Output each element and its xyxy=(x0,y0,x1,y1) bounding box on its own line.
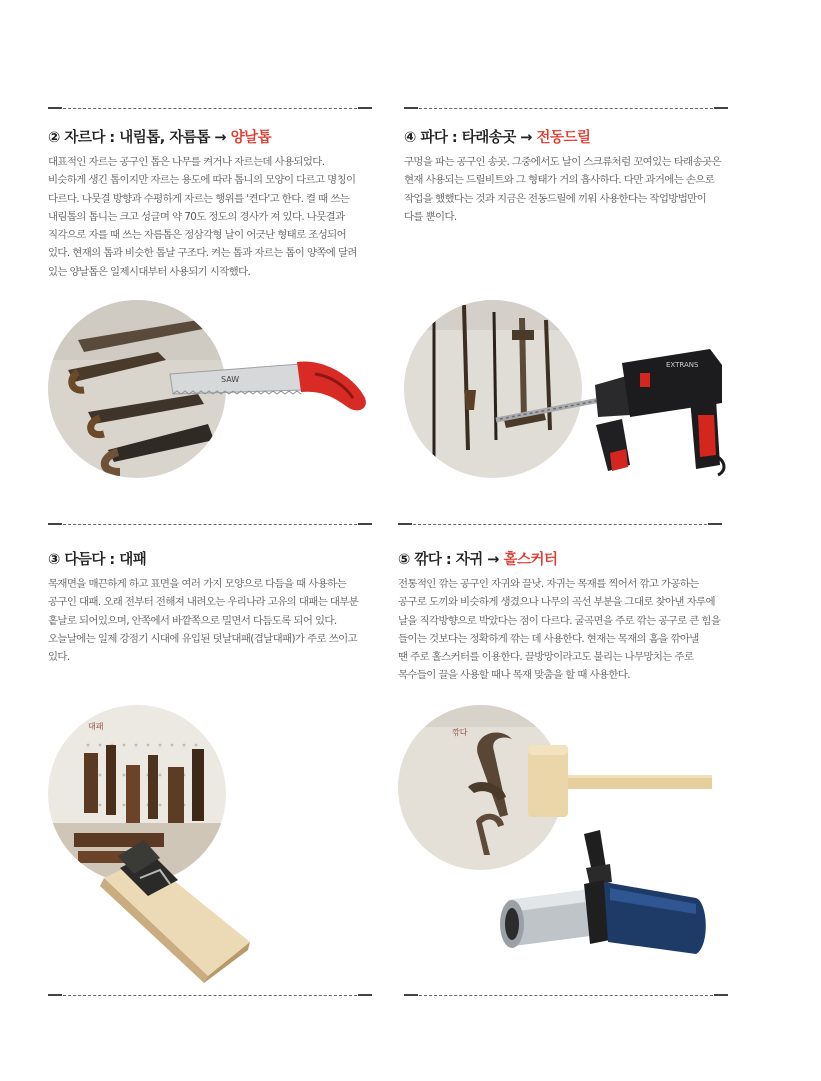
wooden-mallet-image xyxy=(528,743,713,819)
section-heading xyxy=(48,548,378,569)
section-body xyxy=(404,153,734,226)
plane-sign-label: 대패 xyxy=(88,722,104,731)
section-trim xyxy=(48,548,378,666)
body-line: 오늘날에는 일제 강점기 시대에 유입된 덧날대패(겹날대패)가 주로 쓰이고 xyxy=(48,632,357,645)
body-line: 있다. 현재의 톱과 비슷한 톱날 구조다. 켜는 톱과 자르는 톱이 양쪽에 달려 xyxy=(48,247,357,260)
body-line: 대표적인 자르는 공구인 톱은 나무를 켜거나 자르는데 사용되었다. xyxy=(48,156,325,168)
body-line: 홑날로 되어있으며, 안쪽에서 바깥쪽으로 밀면서 다듬도록 되어 있다. xyxy=(48,614,337,627)
body-line: 목수들이 끌을 사용할 때나 목재 맞춤을 할 때 사용한다. xyxy=(398,669,630,682)
carve-sign-label: 깎다 xyxy=(452,728,468,737)
drill-brand-label: EXTRANS xyxy=(666,361,699,369)
heading-accent: 양날톱 xyxy=(230,130,272,146)
body-line: 구멍을 파는 공구인 송곳. 그중에서도 날이 스크류처럼 꼬여있는 타래송곳은 xyxy=(404,156,721,168)
heading-text: ④ 파다 : 타래송곳 → xyxy=(404,130,537,146)
section-carve xyxy=(398,548,728,685)
section-body xyxy=(398,575,728,685)
divider-top-right xyxy=(404,108,728,109)
body-line: 공구인 대패. 오래 전부터 전해져 내려오는 우리나라 고유의 대패는 대부분 xyxy=(48,596,359,609)
body-line: 있는 양날톱은 일제시대부터 사용되기 시작했다. xyxy=(48,265,251,278)
heading-accent: 홀스커터 xyxy=(503,552,558,568)
body-line: 공구로 도끼와 비슷하게 생겼으나 나무의 곡선 부분을 그대로 찾아낸 자루에 xyxy=(398,596,715,609)
pruning-saw-image xyxy=(165,360,370,415)
divider-bottom-left xyxy=(48,995,372,996)
heading-text: ③ 다듬다 : 대패 xyxy=(48,552,147,568)
heading-text: ② 자르다 : 내림톱, 자름톱 → xyxy=(48,130,231,146)
heading-text: ⑤ 깎다 : 자귀 → xyxy=(398,552,504,568)
body-line: 직각으로 자를 때 쓰는 자름톱은 정삼각형 날이 어긋난 형태로 조성되어 xyxy=(48,229,347,242)
body-line: 다를 뿐이다. xyxy=(404,210,457,223)
section-heading xyxy=(48,126,378,147)
body-line: 있다. xyxy=(48,651,70,664)
body-line: 현재 사용되는 드릴비트와 그 형태가 거의 흡사하다. 다만 과거에는 손으로 xyxy=(404,174,715,187)
section-body xyxy=(48,575,378,666)
section-dig xyxy=(404,126,734,226)
body-line: 날을 직각방향으로 박았다는 점이 다르다. 굴곡면을 주로 깎는 공구로 큰 힘을 xyxy=(398,614,721,627)
section-heading xyxy=(398,548,728,569)
body-line: 비슷하게 생긴 톱이지만 자르는 용도에 따라 톱니의 모양이 다르고 명칭이 xyxy=(48,174,356,187)
body-line: 작업을 했했다는 것과 지금은 전동드릴에 끼워 사용한다는 작업방법만이 xyxy=(404,192,707,205)
hand-plane-image xyxy=(100,838,250,983)
body-line: 내림톱의 톱니는 크고 성글며 약 70도 정도의 경사가 져 있다. 나뭇결과 xyxy=(48,210,345,223)
body-line: 다르다. 나뭇결 방향과 수평하게 자르는 행위를 '켠다'고 한다. 켤 때 쓰는 xyxy=(48,192,350,205)
section-cut xyxy=(48,126,378,281)
heading-accent: 전동드릴 xyxy=(536,130,591,146)
divider-top-left xyxy=(48,108,372,109)
divider-mid-left xyxy=(48,524,372,525)
divider-mid-right xyxy=(398,524,722,525)
saw-brand-label: SAW xyxy=(221,375,240,384)
body-line: 땐 주로 홀스커터를 이용한다. 끌방망이라고도 불리는 나무망치는 주로 xyxy=(398,651,694,664)
divider-bottom-right xyxy=(404,995,728,996)
section-body xyxy=(48,153,378,281)
body-line: 전통적인 깎는 공구인 자귀와 끌낫. 자귀는 목재를 찍어서 깎고 가공하는 xyxy=(398,578,699,590)
power-drill-image xyxy=(490,345,730,480)
body-line: 들이는 것보다는 정확하게 깎는 데 사용한다. 현재는 목재의 홈을 깎아낼 xyxy=(398,632,699,645)
section-heading xyxy=(404,126,734,147)
hole-cutter-image xyxy=(500,828,710,964)
body-line: 목재면을 매끈하게 하고 표면을 여러 가지 모양으로 다듬을 때 사용하는 xyxy=(48,578,347,590)
